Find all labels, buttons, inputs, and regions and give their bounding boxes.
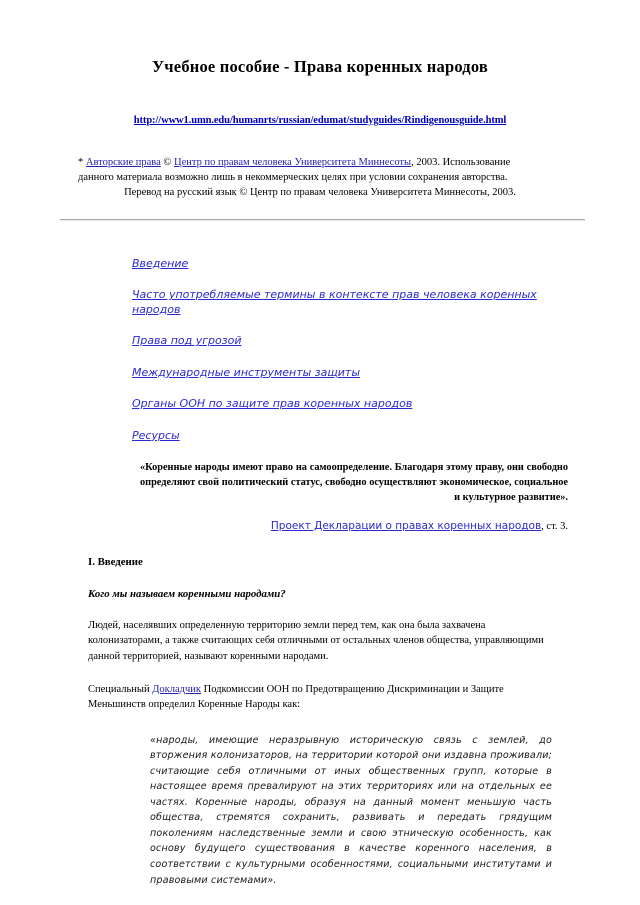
copyright-year: , 2003. Использование xyxy=(411,157,511,168)
horizontal-divider xyxy=(60,219,585,221)
toc-link-resources[interactable]: Ресурсы xyxy=(132,428,180,442)
rapporteur-prefix: Специальный xyxy=(88,684,153,696)
rapporteur-link[interactable]: Докладчик xyxy=(152,684,201,696)
toc-link-rights-at-risk[interactable]: Права под угрозой xyxy=(132,334,242,348)
toc-link-intl-instruments[interactable]: Международные инструменты защиты xyxy=(132,365,361,379)
declaration-source-link[interactable]: Проект Декларации о правах коренных народов xyxy=(270,520,542,533)
copyright-rights-link[interactable]: Авторские права xyxy=(85,157,161,168)
rapporteur-suffix: Подкомиссии ООН по Предотвращению Дискриминации и Защите Меньшинств определил Коренные Народы как: xyxy=(88,684,504,711)
paragraph-definition: Людей, населявших определенную территорию земли перед тем, как она была захвачена колонизаторами, а также считающих себя отличными от остальных членов общества, управляющими данной территорией, называют коренными народами. xyxy=(88,620,544,662)
copyright-line-1 xyxy=(78,156,562,171)
source-url-line xyxy=(0,77,640,126)
paragraph-rapporteur xyxy=(88,682,560,713)
declaration-source-line xyxy=(0,520,568,532)
copyright-center-link[interactable]: Центр по правам человека Университета Миннесоты xyxy=(174,157,412,168)
copyright-line-2: данного материала возможно лишь в некоммерческих целях при условии сохранения авторства. xyxy=(78,171,508,183)
blockquote-indigenous-definition: «народы, имеющие неразрывную историческую связь с землей, до вторжения колонизаторов, на территории которой они издавна проживали; считающие себя отличными от иных общественных групп, которые в настоящее время превалируют на этих территориях или на отдельных ее частях. Коренные народы, образуя на данный момент меньшую часть общества, стремятся сохранить, развивать и передать грядущим поколениям наследственные земли и свою этническую особенность, как основу будущего существования в качестве коренного населения, в соответствии с культурными особенностями, социальными институтами и правовыми системами». xyxy=(150,734,552,886)
declaration-quote: «Коренные народы имеют право на самоопределение. Благодаря этому праву, они свободно определяют свой политический статус, свободно осуществляют экономическое, социальное и культурное развитие». xyxy=(140,462,568,504)
section-heading-introduction: I. Введение xyxy=(88,556,143,569)
source-url-link[interactable]: http://www1.umn.edu/humanrts/russian/edumat/studyguides/Rindigenousguide.html xyxy=(133,115,507,126)
copyright-line-3: Перевод на русский язык © Центр по правам человека Университета Миннесоты, 2003. xyxy=(124,186,516,198)
toc-link-common-terms[interactable]: Часто употребляемые термины в контексте прав человека коренных народов xyxy=(132,288,537,316)
copyright-asterisk: * xyxy=(78,157,84,168)
subheading-who-are-indigenous: Кого мы называем коренными народами? xyxy=(88,588,286,601)
copyright-block xyxy=(78,156,562,201)
copyright-symbol: © xyxy=(163,157,172,168)
table-of-contents xyxy=(0,257,640,444)
toc-link-un-bodies[interactable]: Органы ООН по защите прав коренных народов xyxy=(132,397,413,411)
toc-link-introduction[interactable]: Введение xyxy=(132,256,189,270)
declaration-source-article: , ст. 3. xyxy=(541,521,568,533)
page-title: Учебное пособие - Права коренных народов xyxy=(151,57,488,76)
